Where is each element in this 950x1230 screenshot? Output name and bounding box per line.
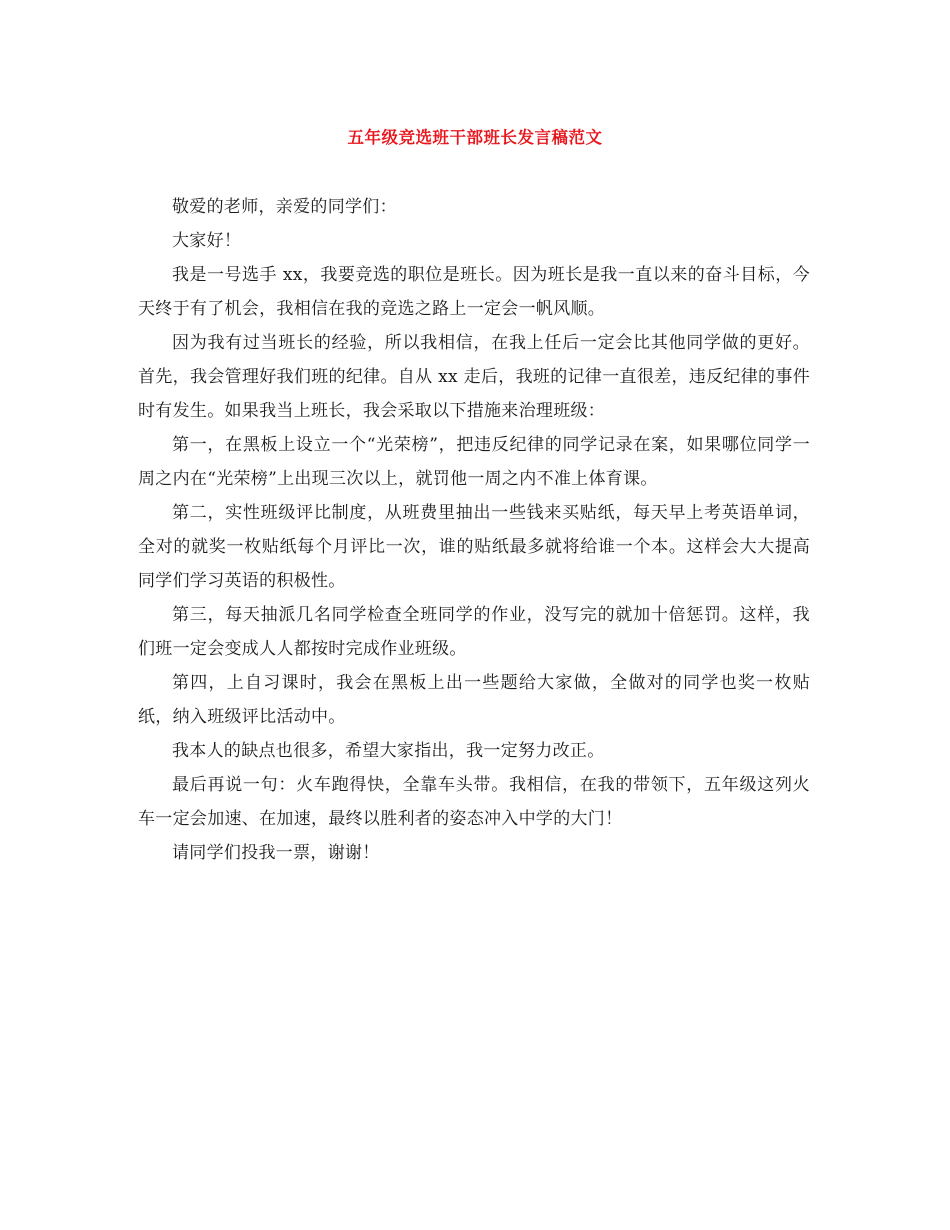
paragraph-measure-four: 第四，上自习课时，我会在黑板上出一些题给大家做，全做对的同学也奖一枚贴纸，纳入班级评比活动中。: [138, 673, 810, 727]
paragraph-experience: 因为我有过当班长的经验，所以我相信，在我上任后一定会比其他同学做的更好。首先，我会管理好我们班的纪律。自从 xx 走后，我班的记律一直很差，违反纪律的事件时有发生。如果我当上班长，我会采取以下措施来治理班级：: [138, 333, 810, 421]
paragraph-greeting: 大家好！: [172, 231, 242, 251]
paragraph-measure-two: 第二，实性班级评比制度，从班费里抽出一些钱来买贴纸，每天早上考英语单词，全对的就奖一枚贴纸每个月评比一次，谁的贴纸最多就将给谁一个本。这样会大大提高同学们学习英语的积极性。: [138, 503, 810, 591]
paragraph-conclusion: 最后再说一句：火车跑得快，全靠车头带。我相信，在我的带领下，五年级这列火车一定会加速、在加速，最终以胜利者的姿态冲入中学的大门！: [138, 775, 810, 829]
paragraph-salutation: 敬爱的老师，亲爱的同学们：: [172, 197, 397, 217]
paragraph-measure-three: 第三，每天抽派几名同学检查全班同学的作业，没写完的就加十倍惩罚。这样，我们班一定会变成人人都按时完成作业班级。: [138, 605, 810, 659]
paragraph-shortcomings: 我本人的缺点也很多，希望大家指出，我一定努力改正。: [172, 741, 605, 761]
paragraph-measure-one: 第一，在黑板上设立一个“光荣榜”，把违反纪律的同学记录在案，如果哪位同学一周之内在“光荣榜”上出现三次以上，就罚他一周之内不准上体育课。: [138, 435, 810, 489]
document-body: [138, 190, 810, 870]
paragraph-introduction: 我是一号选手 xx，我要竞选的职位是班长。因为班长是我一直以来的奋斗目标，今天终于有了机会，我相信在我的竞选之路上一定会一帆风顺。: [138, 265, 810, 319]
document-title: 五年级竞选班干部班长发言稿范文: [347, 128, 603, 147]
paragraph-closing: 请同学们投我一票，谢谢！: [172, 843, 380, 863]
